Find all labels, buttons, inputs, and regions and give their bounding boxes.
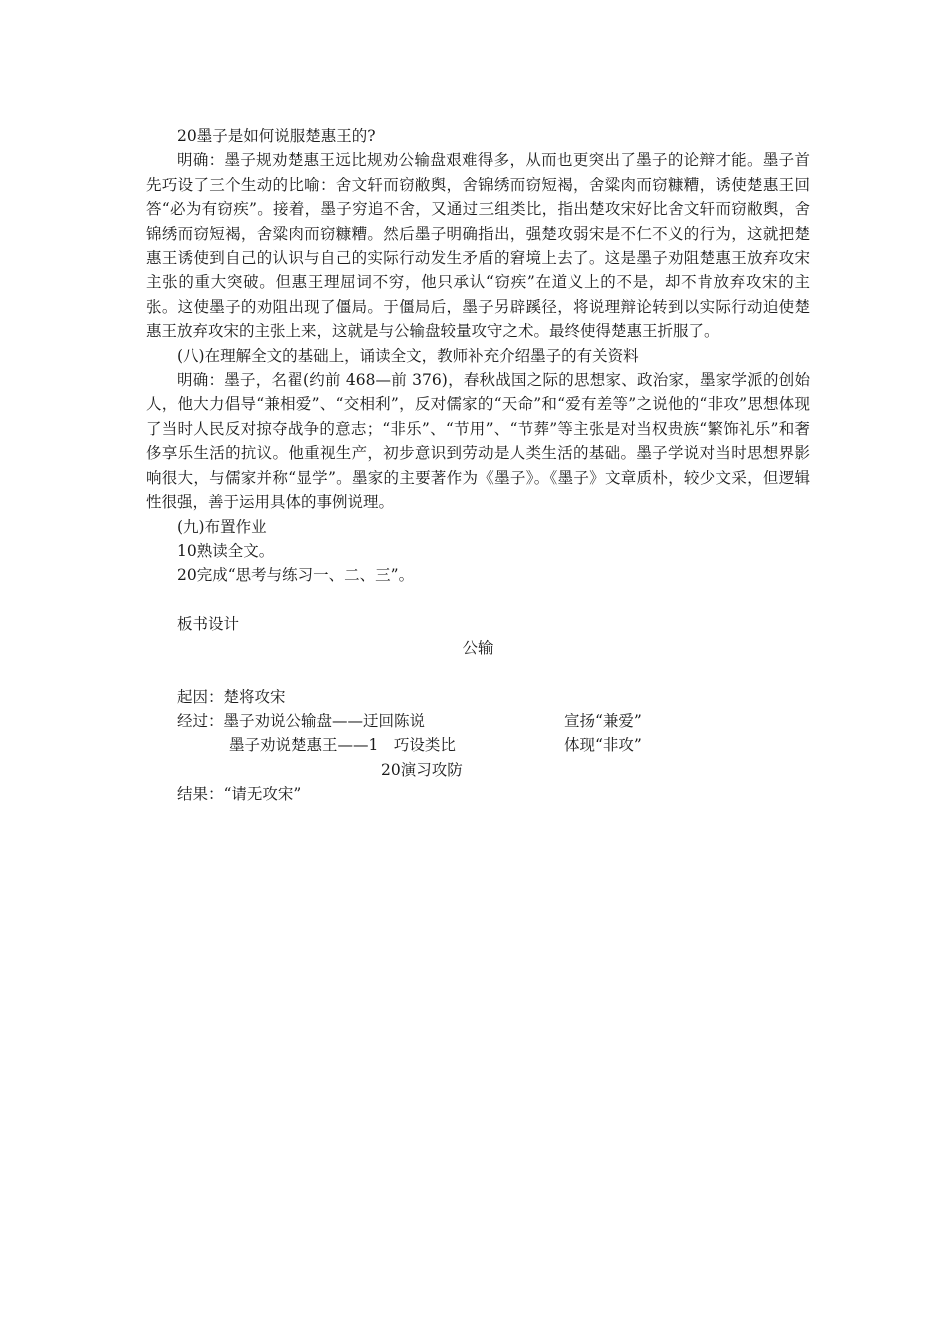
section-8-answer: 明确：墨子，名翟(约前 468—前 376)，春秋战国之际的思想家、政治家，墨家学派的创始人，他大力倡导“兼相爱”、“交相利”，反对儒家的“天命”和“爱有差等”之说他的“非攻”思想体现了当时人民反对掠夺战争的意志；“非乐”、“节用”、“节葬”等主张是对当权贵族“繁饰礼乐”和奢侈享乐生活的抗议。他重视生产，初步意识到劳动是人类生活的基础。墨子学说对当时思想界影响很大，与儒家并称“显学”。墨家的主要著作为《墨子》。《墨子》文章质朴，较少文采，但逻辑性很强，善于运用具体的事例说理。 bbox=[146, 371, 810, 512]
spacer bbox=[146, 588, 810, 612]
question-20-heading: 20墨子是如何说服楚惠王的? bbox=[177, 127, 376, 145]
document-page bbox=[146, 124, 810, 806]
board-row-result bbox=[146, 782, 810, 806]
question-20-answer: 明确：墨子规劝楚惠王远比规劝公输盘艰难得多，从而也更突出了墨子的论辩才能。墨子首先巧设了三个生动的比喻：舍文轩而窃敝舆，舍锦绣而窃短褐，舍粱肉而窃糠糟，诱使楚惠王回答“必为有窃疾”。接着，墨子穷追不舍，又通过三组类比，指出楚攻宋好比舍文轩而窃敝舆，舍锦绣而窃短褐，舍粱肉而窃糠糟。然后墨子明确指出，强楚攻弱宋是不仁不义的行为，这就把楚惠王诱使到自己的认识与自己的实际行动发生矛盾的窘境上去了。这是墨子劝阻楚惠王放弃攻宋主张的重大突破。但惠王理屈词不穷，他只承认“窃疾”在道义上的不是，却不肯放弃攻宋的主张。这使墨子的劝阻出现了僵局。于僵局后，墨子另辟蹊径，将说理辩论转到以实际行动迫使楚惠王放弃攻宋的主张上来，这就是与公输盘较量攻守之术。最终使得楚惠王折服了。 bbox=[146, 151, 810, 341]
board-row-cause bbox=[146, 685, 810, 709]
board-process-2-right: 体现“非攻” bbox=[564, 736, 642, 755]
homework-item-1: 10熟读全文。 bbox=[177, 541, 275, 560]
section-9-heading: (九)布置作业 bbox=[177, 517, 267, 536]
spacer bbox=[146, 661, 810, 685]
board-design-heading: 板书设计 bbox=[177, 614, 240, 633]
board-process-3: 20演习攻防 bbox=[381, 760, 463, 779]
board-process-1-right: 宣扬“兼爱” bbox=[564, 711, 642, 730]
board-result: 结果：“请无攻宋” bbox=[177, 785, 302, 804]
homework-item-2: 20完成“思考与练习一、二、三”。 bbox=[177, 566, 415, 585]
board-process-2: 墨子劝说楚惠王——1 巧设类比 bbox=[229, 736, 456, 755]
board-title: 公输 bbox=[462, 639, 494, 658]
board-cause: 起因：楚将攻宋 bbox=[177, 687, 286, 706]
board-row-process-2 bbox=[146, 733, 810, 757]
board-process-1: 经过：墨子劝说公输盘——迂回陈说 bbox=[177, 711, 426, 730]
section-8-heading: (八)在理解全文的基础上，诵读全文，教师补充介绍墨子的有关资料 bbox=[177, 346, 639, 365]
board-row-process-1 bbox=[146, 709, 810, 733]
board-row-process-3 bbox=[146, 758, 810, 782]
